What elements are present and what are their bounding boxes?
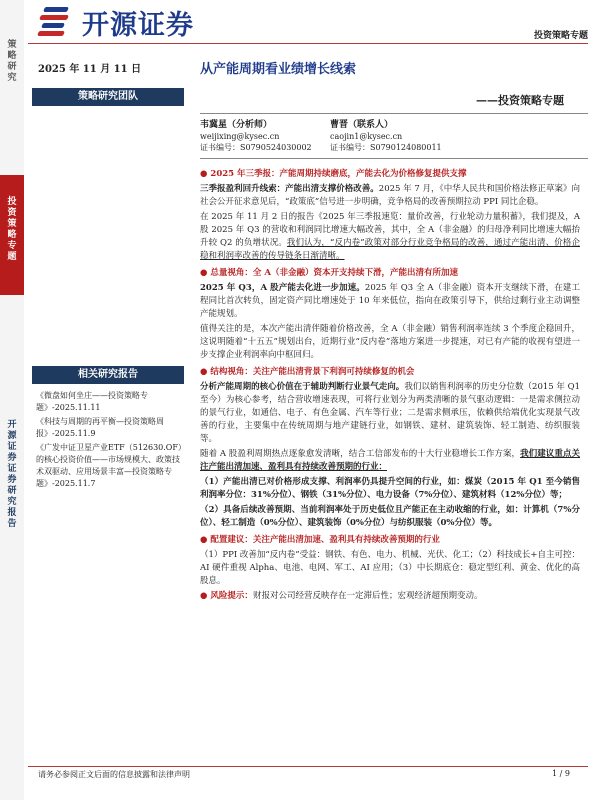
related-item[interactable]: 《微盘如何坐庄——投资策略专题》-2025.11.11 — [36, 391, 148, 412]
left-strip-top-label: 策略研究 — [7, 40, 17, 83]
author-1-email[interactable]: weijixing@kysec.cn — [200, 132, 280, 141]
paragraph: 随着 A 股盈利周期热点逐象愈发清晰，结合工信部发布的十大行业稳增长工作方案，我们建议重点关注产能出清加速、盈利具有持续改善预期的行业： — [200, 449, 580, 472]
footer-rule — [28, 766, 588, 767]
author-1-name: 韦冀星（分析师） — [200, 120, 273, 130]
author-2 — [330, 120, 442, 153]
team-label: 策略研究团队 — [32, 88, 184, 106]
report-body — [200, 164, 580, 605]
top-rule — [28, 43, 588, 44]
footer-disclaimer: 请务必参阅正文后面的信息披露和法律声明 — [38, 770, 190, 779]
paragraph: 在 2025 年 11 月 2 日的报告《2025 年三季报速览：量价改善，行业轮动力量积蓄》，我们提及，A 股 2025 年 Q3 的营收和利润同比增速大幅改善，其中，全 A（非金融）的归母净利同比增速大幅抬升较 Q2 的负增状况。我们认为，“反内卷”政策对部分行业竞争格局的改善，通过产能出清、价格企稳和利润率改善的传导链条日渐清晰。 — [200, 212, 580, 261]
section-heading: ● 配置建议：关注产能出清加速、盈利具有持续改善预期的行业 — [200, 534, 580, 547]
author-1 — [200, 120, 312, 153]
report-date: 2025 年 11 月 11 日 — [38, 64, 142, 75]
paragraph: （1）PPI 改善加“反内卷”受益：钢铁、有色、电力、机械、光伏、化工；（2）科技成长+自主可控：AI 硬件重视 Alpha、电池、电网、军工、AI 应用；（3）中长期底仓：稳定型红利、黄金、优化的高股息。 — [200, 550, 580, 586]
series-label: ——投资策略专题 — [476, 94, 564, 107]
section-heading: ● 2025 年三季报：产能周期持续磨底，产能去化为价格修复提供支撑 — [200, 168, 580, 181]
paragraph: 分析产能周期的核心价值在于辅助判断行业景气走向。我们以销售利润率的历史分位数（2015 年 Q1 至今）为核心参考，结合营收增速表现，可将行业划分为两类清晰的景气驱动逻辑：一是需求侧拉动的景气行业，如通信、电子、有色金属、汽车等行业；二是需求侧承压，依赖供给端优化实现景气改善的行业，主要集中在传统周期与地产建链行业，如钢铁、建材、建筑装饰、轻工制造、纺织服装等。 — [200, 382, 580, 444]
author-2-cert: 证书编号：S0790124080011 — [330, 143, 442, 152]
paragraph: 2025 年 Q3，A 股产能去化进一步加速。2025 年 Q3 全 A（非金融）资本开支继续下滑，在建工程同比首次转负，固定资产同比增速处于 10 年来低位，指向在政策引导下，供给过剩行业主动调整产能规划。 — [200, 283, 580, 319]
brand-name: 开源证券 — [82, 10, 194, 41]
related-title: 相关研究报告 — [32, 366, 184, 384]
author-2-email[interactable]: caojin1@kysec.cn — [330, 132, 403, 141]
left-strip-red-label: 投资策略专题 — [7, 197, 17, 262]
author-2-name: 曹晋（联系人） — [330, 120, 394, 130]
related-item[interactable]: 《科技与周期的再平衡—投资策略周报》-2025.11.9 — [36, 417, 164, 438]
risk-note: ● 风险提示：财报对公司经营反映存在一定滞后性；宏观经济超预期变动。 — [200, 590, 580, 603]
logo — [38, 5, 238, 39]
paragraph: （2）具备后续改善预期、当前利润率处于历史低位且产能正在主动收缩的行业，如：计算机（7%分位）、轻工制造（0%分位）、建筑装饰（0%分位）与纺织服装（0%分位）等。 — [200, 505, 580, 528]
paragraph: 三季报盈利回升线索：产能出清支撑价格改善。2025 年 7 月，《中华人民共和国价格法修正草案》向社会公开征求意见后，“政策底”信号进一步明确，竞争格局的改善预期拉动 PPI 同比企稳。 — [200, 184, 580, 207]
related-item[interactable]: 《广发中证卫星产业ETF（512630.OF）的核心投资价值——市场规模大、政策技术双驱动、应用场景丰富—投资策略专题》-2025.11.7 — [36, 443, 182, 488]
page-number: 1 / 9 — [552, 769, 570, 778]
title-rule — [200, 113, 588, 114]
left-strip — [0, 0, 24, 800]
section-heading: ● 总量视角：全 A（非金融）资本开支持续下滑，产能出清有所加速 — [200, 267, 580, 280]
left-strip-red-block — [0, 175, 24, 295]
author-rule — [200, 158, 588, 159]
page-title: 从产能周期看业绩增长线索 — [200, 62, 357, 77]
top-tag: 投资策略专题 — [533, 31, 588, 41]
author-1-cert: 证书编号：S0790524030002 — [200, 143, 312, 152]
related-list — [36, 390, 184, 492]
left-strip-bottom-label: 开源证券 证券研究报告 — [7, 420, 17, 529]
paragraph: 值得关注的是，本次产能出清伴随着价格改善，全 A（非金融）销售利润率连续 3 个季度企稳回升，这说明随着“十五五”规划出台，近期行业“反内卷”落地方案进一步提速，对已有产能的收视有望进一步支撑企业利润率向中枢回归。 — [200, 324, 580, 360]
section-heading: ● 结构视角：关注产能出清背景下利润可持续修复的机会 — [200, 366, 580, 379]
paragraph: （1）产能出清已对价格形成支撑、利润率仍具提升空间的行业，如：煤炭（2015 年 Q1 至今销售利润率分位：31%分位）、钢铁（31%分位）、电力设备（7%分位）、建筑材料（12%分位）等； — [200, 477, 580, 500]
brand-logo-icon — [38, 7, 72, 37]
